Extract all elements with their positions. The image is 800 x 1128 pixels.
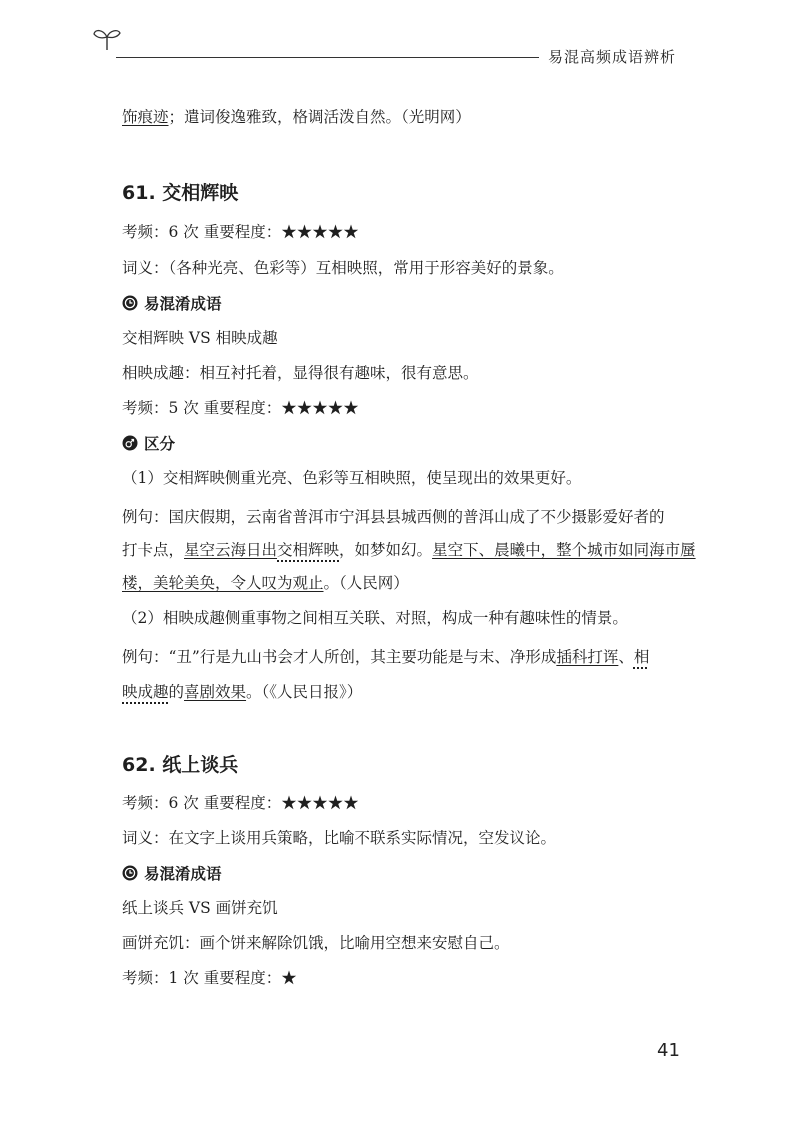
page-number: 41 xyxy=(657,1040,680,1061)
dotted-idiom: 映成趣 xyxy=(122,683,169,701)
text-span: 的 xyxy=(168,683,185,701)
confuse-heading-label: 易混淆成语 xyxy=(144,295,222,313)
underlined-span: 星空下、晨曦中，整个城市如同海市蜃 xyxy=(432,541,696,559)
dotted-idiom: 相 xyxy=(633,648,650,666)
underlined-span: 插科打诨 xyxy=(556,648,619,666)
entry-61-point-2: （2）相映成趣侧重事物之间相互关联、对照，构成一种有趣味性的情景。 xyxy=(122,609,628,627)
header-rule xyxy=(116,57,539,58)
entry-61-title: 61. 交相辉映 xyxy=(122,182,239,204)
intro-underlined: 饰痕迹 xyxy=(122,108,169,126)
entry-61-example-2-line-1 xyxy=(122,646,692,668)
clock-icon xyxy=(122,865,138,881)
underlined-span: 喜剧效果 xyxy=(184,683,247,701)
underlined-span: 星空云海日出 xyxy=(184,541,278,559)
text-span: ，如梦如幻。 xyxy=(339,541,433,559)
entry-61-freq: 考频：6 次 重要程度：★★★★★ xyxy=(122,223,359,241)
text-span: 打卡点， xyxy=(122,541,185,559)
text-span: 例句：“丑”行是九山书会才人所创，其主要功能是与末、净形成 xyxy=(122,648,557,666)
entry-61-example-1-line-3 xyxy=(122,572,692,594)
text-span: 。（《人民日报》） xyxy=(246,683,363,701)
entry-62-versus: 纸上谈兵 VS 画饼充饥 xyxy=(122,899,278,917)
page-header xyxy=(0,0,800,80)
sprout-icon xyxy=(92,26,122,52)
intro-line xyxy=(122,106,692,128)
text-span: 、 xyxy=(618,648,634,666)
entry-61-versus: 交相辉映 VS 相映成趣 xyxy=(122,329,278,347)
text-span: 。（人民网） xyxy=(323,574,409,592)
entry-61-meaning: 词义：（各种光亮、色彩等）互相映照，常用于形容美好的景象。 xyxy=(122,259,564,277)
entry-61-distinguish-heading xyxy=(122,432,175,454)
entry-61-alt-meaning: 相映成趣：相互衬托着，显得很有趣味，很有意思。 xyxy=(122,364,479,382)
entry-62-alt-freq: 考频：1 次 重要程度：★ xyxy=(122,969,297,987)
entry-61-example-1-line-1: 例句：国庆假期，云南省普洱市宁洱县县城西侧的普洱山成了不少摄影爱好者的 xyxy=(122,508,665,526)
entry-61-example-1-line-2 xyxy=(122,539,696,561)
entry-62-confuse-heading xyxy=(122,862,222,884)
entry-62-alt-meaning: 画饼充饥：画个饼来解除饥饿，比喻用空想来安慰自己。 xyxy=(122,934,510,952)
dotted-idiom: 交相辉映 xyxy=(277,541,340,559)
entry-61-confuse-heading xyxy=(122,292,222,314)
entry-62-title: 62. 纸上谈兵 xyxy=(122,754,239,776)
entry-62-meaning: 词义：在文字上谈用兵策略，比喻不联系实际情况，空发议论。 xyxy=(122,829,557,847)
entry-61-point-1: （1）交相辉映侧重光亮、色彩等互相映照，使呈现出的效果更好。 xyxy=(122,469,582,487)
intro-rest: ；遣词俊逸雅致，格调活泼自然。（光明网） xyxy=(168,108,471,126)
header-title: 易混高频成语辨析 xyxy=(548,48,677,66)
gender-icon xyxy=(122,435,138,451)
entry-61-example-2-line-2 xyxy=(122,681,692,703)
entry-61-alt-freq: 考频：5 次 重要程度：★★★★★ xyxy=(122,399,359,417)
entry-62-freq: 考频：6 次 重要程度：★★★★★ xyxy=(122,794,359,812)
confuse-heading-label: 易混淆成语 xyxy=(144,865,222,883)
distinguish-heading-label: 区分 xyxy=(144,435,176,453)
underlined-span: 楼，美轮美奂，令人叹为观止 xyxy=(122,574,324,592)
clock-icon xyxy=(122,295,138,311)
